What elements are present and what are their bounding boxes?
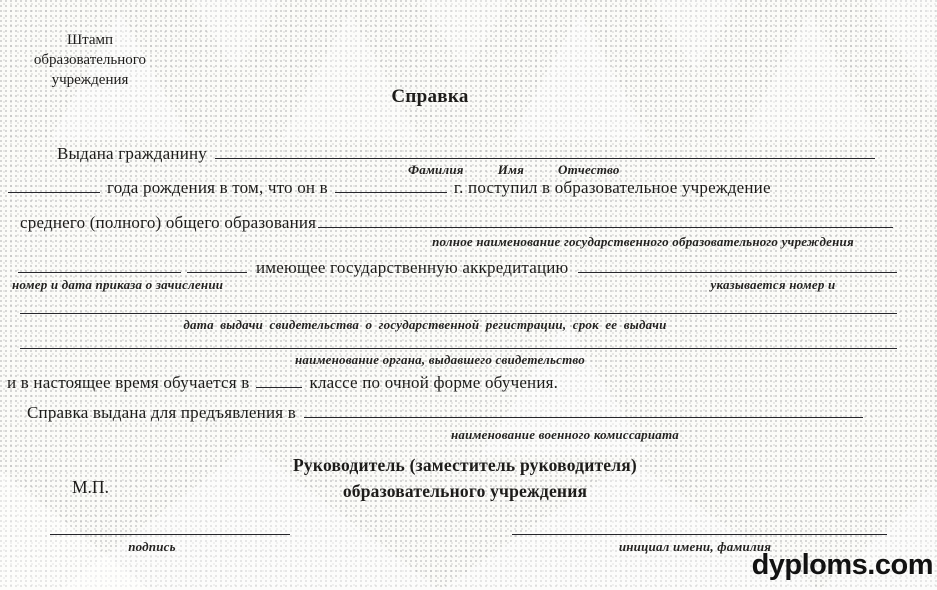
entered-text: г. поступил в образовательное учреждение [453, 178, 771, 197]
registration-blank-field [20, 300, 897, 314]
signature-blank-field [50, 521, 290, 535]
fio-caption-row [408, 162, 620, 178]
birth-year-text: года рождения в том, что он в [107, 178, 328, 197]
caption-surname: Фамилия [408, 162, 464, 177]
stamp-line: учреждения [51, 72, 129, 88]
signatory-title-block [180, 452, 750, 504]
stamp-line: Штамп [66, 32, 114, 48]
order-number-blank-field [18, 259, 181, 273]
caption-number-indicated: указывается номер и [710, 277, 836, 292]
signatory-title-line1: Руководитель (заместитель руководителя) [293, 455, 637, 475]
current-study-line [7, 373, 558, 393]
school-name-blank-field [318, 214, 893, 228]
accreditation-number-blank-field [578, 259, 897, 273]
commissariat-blank-field [304, 404, 863, 418]
entry-year-blank-field [335, 179, 447, 193]
issued-to-text: Выдана гражданину [57, 144, 208, 163]
caption-name: Имя [497, 162, 525, 177]
accreditation-line [18, 258, 897, 278]
stamp-line: образовательного [33, 52, 147, 68]
study-text-2: классе по очной форме обучения. [309, 373, 559, 392]
stamp-block [10, 30, 170, 90]
certificate-title: Справка [391, 86, 469, 107]
class-blank-field [256, 374, 302, 388]
signatory-title-line2: образовательного учреждения [342, 481, 588, 501]
signatory-name-blank-field [512, 521, 887, 535]
caption-initials-surname: инициал имени, фамилия [618, 539, 772, 554]
study-text-1: и в настоящее время обучается в [7, 373, 250, 392]
issuing-organ-blank-field [20, 335, 897, 349]
birth-year-line [8, 178, 910, 198]
education-type-line [20, 213, 893, 233]
caption-commissariat: наименование военного комиссариата [451, 427, 679, 442]
education-type-text: среднего (полного) общего образования [20, 213, 317, 232]
caption-school-name: полное наименование государственного образовательного учреждения [432, 234, 854, 249]
seal-place-mark: М.П. [72, 477, 109, 497]
issued-to-line [57, 144, 875, 164]
caption-patronymic: Отчество [558, 162, 620, 177]
fio-blank-field [215, 145, 875, 159]
order-date-blank-field [187, 259, 247, 273]
caption-enrollment-order: номер и дата приказа о зачислении [12, 277, 224, 292]
site-watermark: dyploms.com [751, 549, 933, 581]
presented-to-text: Справка выдана для предъявления в [27, 403, 296, 422]
accreditation-text: имеющее государственную аккредитацию [256, 258, 569, 277]
presented-to-line [27, 403, 863, 423]
caption-registration: дата выдачи свидетельства о государственной регистрации, срок ее выдачи [183, 317, 667, 332]
caption-issuing-organ: наименование органа, выдавшего свидетельство [295, 352, 585, 367]
birth-year-blank-field [8, 179, 100, 193]
caption-signature: подпись [128, 539, 176, 554]
